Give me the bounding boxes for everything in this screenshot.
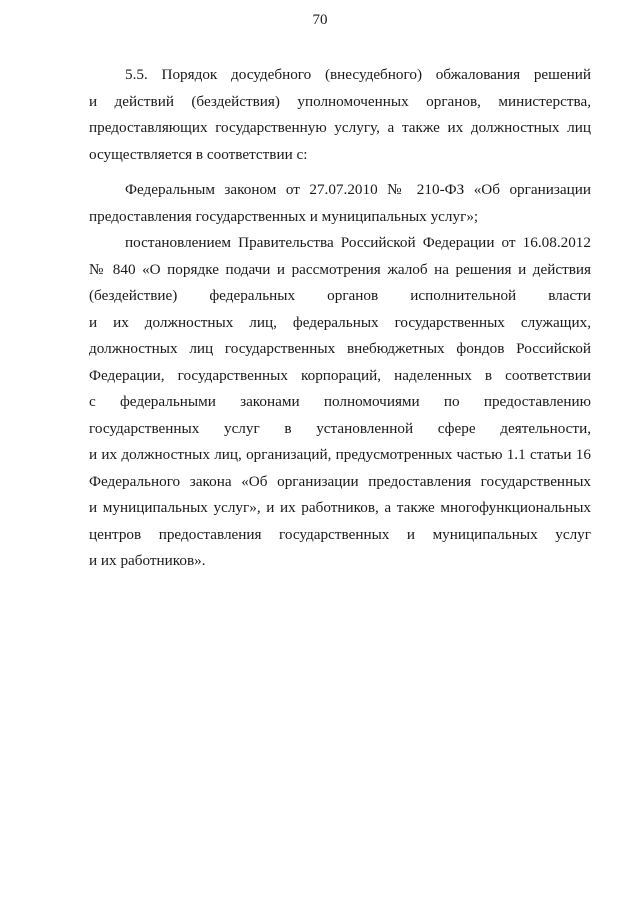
text-line: должностных лиц государственных внебюджетных фондов Российской bbox=[89, 340, 591, 357]
text-line: Федеральным законом от 27.07.2010 № 210-ФЗ «Об организации bbox=[125, 181, 591, 198]
text-line: и действий (бездействия) уполномоченных органов, министерства, bbox=[89, 92, 591, 110]
text-line: (бездействие) федеральных органов исполнительной власти bbox=[89, 287, 591, 304]
page-number: 70 bbox=[312, 12, 328, 28]
text-line: № 840 «О порядке подачи и рассмотрения жалоб на решения и действия bbox=[89, 260, 591, 278]
text-line: постановлением Правительства Российской Федерации от 16.08.2012 bbox=[125, 234, 591, 251]
text-line: центров предоставления государственных и муниципальных услуг bbox=[89, 525, 591, 543]
text-line: и их работников». bbox=[89, 552, 206, 569]
text-line: осуществляется в соответствии с: bbox=[89, 145, 308, 163]
document-body bbox=[89, 62, 591, 575]
paragraph-federal-law bbox=[89, 177, 591, 230]
text-line: 5.5. Порядок досудебного (внесудебного) обжалования решений bbox=[125, 66, 591, 83]
text-line: Федерального закона «Об организации предоставления государственных bbox=[89, 472, 591, 490]
text-line: и их должностных лиц, организаций, предусмотренных частью 1.1 статьи 16 bbox=[89, 446, 591, 463]
text-line: предоставления государственных и муниципальных услуг»; bbox=[89, 207, 479, 225]
paragraph-appeal-procedure bbox=[89, 62, 591, 168]
text-line: Федерации, государственных корпораций, наделенных в соответствии bbox=[89, 366, 591, 384]
paragraph-government-resolution bbox=[89, 230, 591, 575]
text-line: с федеральными законами полномочиями по предоставлению bbox=[89, 393, 591, 410]
text-line: и их должностных лиц, федеральных государственных служащих, bbox=[89, 313, 591, 331]
text-line: государственных услуг в установленной сфере деятельности, bbox=[89, 419, 591, 437]
text-line: и муниципальных услуг», и их работников, а также многофункциональных bbox=[89, 499, 591, 516]
text-line: предоставляющих государственную услугу, а также их должностных лиц bbox=[89, 119, 591, 136]
